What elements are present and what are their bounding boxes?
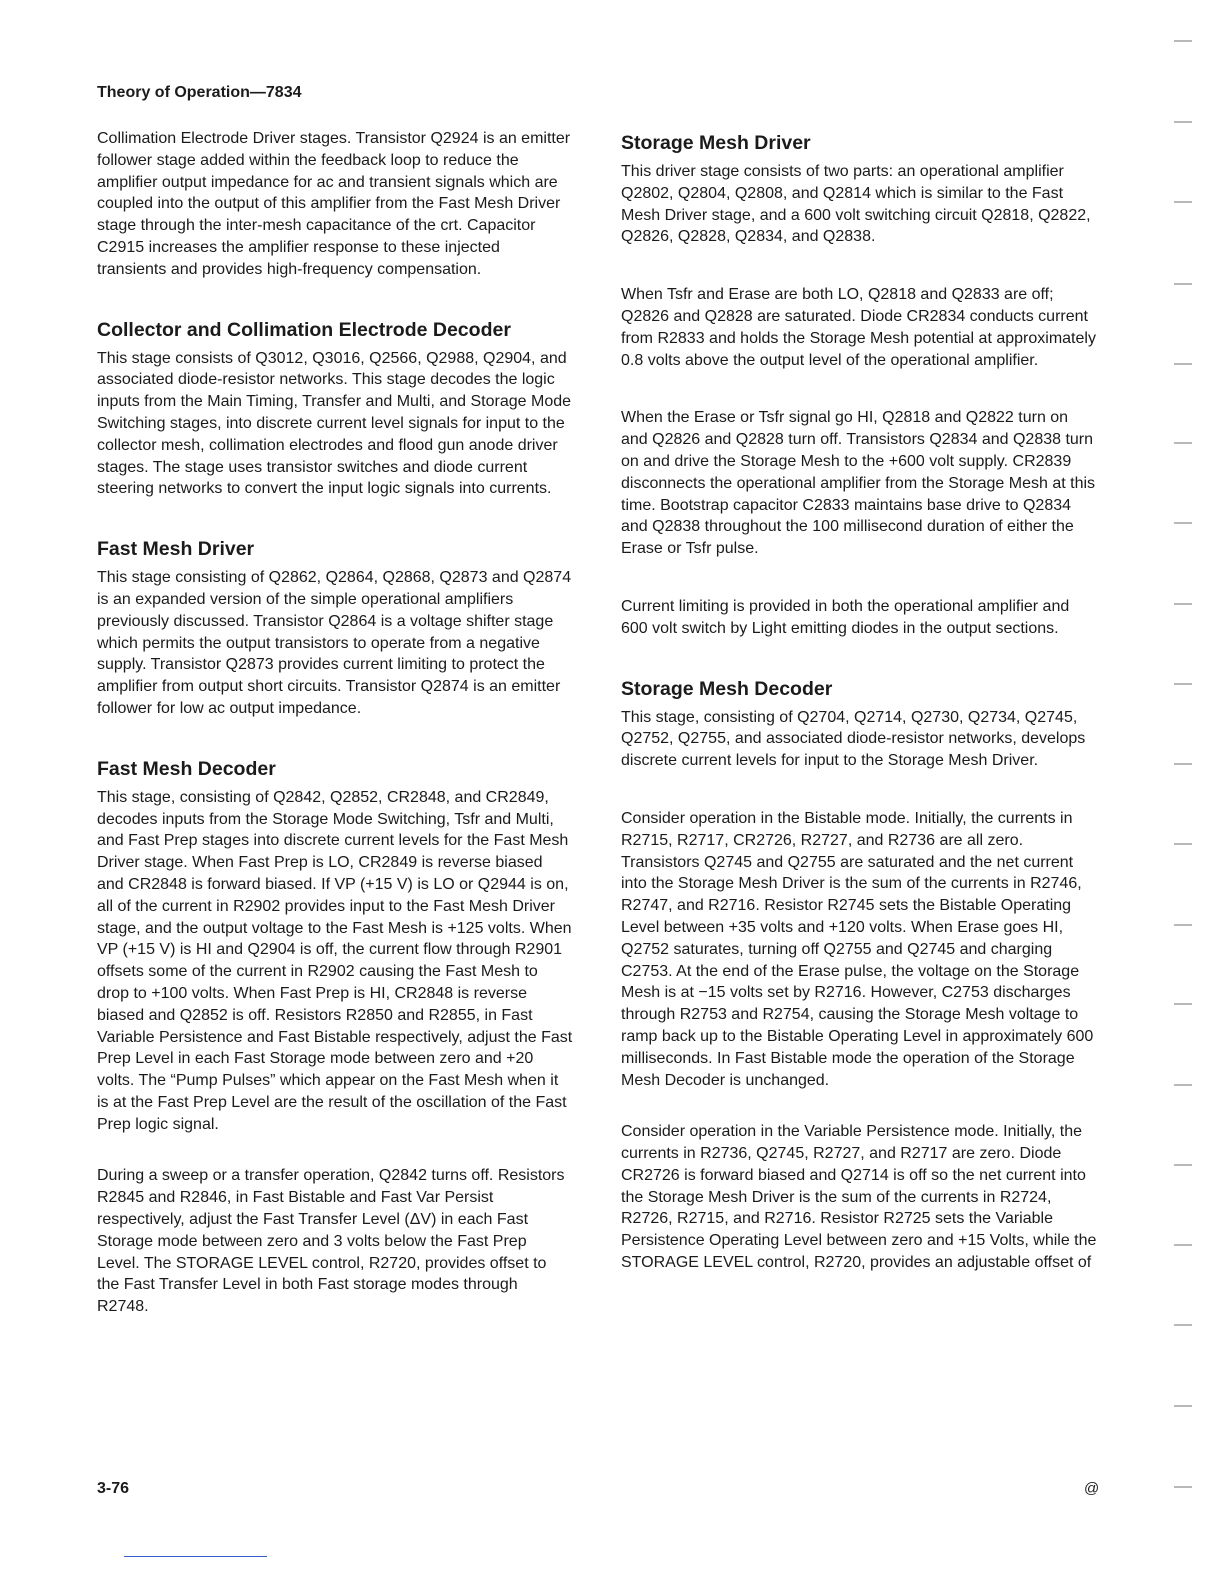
intro-paragraph: Collimation Electrode Driver stages. Transistor Q2924 is an emitter follower stage added within the feedback loop to reduce the amplifier output impedance for ac and transient signals which are coupled into the output of this amplifier from the Fast Mesh Driver stage through the inter-mesh capacitance of the crt. Capacitor C2915 increases the amplifier response to these injected transients and provides high-frequency compensation. bbox=[97, 130, 571, 278]
collector-decoder-paragraph: This stage consists of Q3012, Q3016, Q2566, Q2988, Q2904, and associated diode-resistor networks. This stage decodes the logic inputs from the Main Timing, Transfer and Multi, and Storage Mode Switching stages, into discrete current level signals for input to the collector mesh, collimation electrodes and flood gun anode driver stages. The stage uses transistor switches and diode current steering networks to convert the input logic signals into currents. bbox=[97, 349, 572, 498]
scan-tick bbox=[1174, 1324, 1192, 1326]
storage-mesh-decoder-heading: Storage Mesh Decoder bbox=[621, 677, 833, 700]
collector-decoder-heading: Collector and Collimation Electrode Decoder bbox=[97, 318, 511, 341]
scan-tick bbox=[1174, 924, 1192, 926]
right-column bbox=[621, 130, 1097, 1274]
scan-tick bbox=[1174, 1405, 1192, 1407]
scan-tick bbox=[1174, 1486, 1192, 1488]
scan-tick bbox=[1174, 1244, 1192, 1246]
scan-tick bbox=[1174, 201, 1192, 203]
scan-tick bbox=[1174, 522, 1192, 524]
storage-mesh-driver-paragraph-1: This driver stage consists of two parts: an operational amplifier Q2802, Q2804, Q2808, and Q2814 which is similar to the Fast Mesh Driver stage, and a 600 volt switching circuit Q2818, Q2822, Q2826, Q2828, Q2834, and Q2838. bbox=[621, 163, 1091, 246]
page-header: Theory of Operation—7834 bbox=[97, 84, 302, 101]
scan-tick bbox=[1174, 843, 1192, 845]
scan-tick bbox=[1174, 603, 1192, 605]
storage-mesh-driver-paragraph-4: Current limiting is provided in both the operational amplifier and 600 volt switch by Light emitting diodes in the output sections. bbox=[621, 597, 1070, 637]
scan-tick bbox=[1174, 1084, 1192, 1086]
scan-tick bbox=[1174, 1164, 1192, 1166]
left-column bbox=[97, 128, 573, 1318]
page-number: 3-76 bbox=[97, 1480, 130, 1497]
storage-mesh-driver-heading: Storage Mesh Driver bbox=[621, 132, 811, 154]
storage-mesh-decoder-paragraph-2: Consider operation in the Bistable mode. Initially, the currents in R2715, R2717, CR2726, R2727, and R2736 are all zero. Transistors Q2745 and Q2755 are saturated and the net current into the Storage Mesh Driver is the sum of the currents in R2746, R2747, and R2716. Resistor R2745 sets the Bistable Operating Level between +35 volts and +120 volts. When Erase goes HI, Q2752 saturates, turning off Q2755 and Q2745 and charging C2753. At the end of the Erase pulse, the voltage on the Storage Mesh is at −15 volts set by R2716. However, C2753 discharges through R2753 and R2754, causing the Storage Mesh voltage to ramp back up to the Bistable Operating Level in approximately 600 milliseconds. In Fast Bistable mode the operation of the Storage Mesh Decoder is unchanged. bbox=[621, 809, 1094, 1089]
scan-tick bbox=[1174, 121, 1192, 123]
scan-tick bbox=[1174, 283, 1192, 285]
fast-mesh-decoder-paragraph-2: During a sweep or a transfer operation, Q2842 turns off. Resistors R2845 and R2846, in Fast Bistable and Fast Var Persist respectively, adjust the Fast Transfer Level (ΔV) in each Fast Storage mode between zero and 3 volts below the Fast Prep Level. The STORAGE LEVEL control, R2720, provides offset to the Fast Transfer Level in both Fast storage modes through R2748. bbox=[97, 1167, 565, 1316]
footer-rule bbox=[124, 1556, 267, 1557]
storage-mesh-driver-paragraph-3: When the Erase or Tsfr signal go HI, Q2818 and Q2822 turn on and Q2826 and Q2828 turn off. Transistors Q2834 and Q2838 turn on and drive the Storage Mesh to the +600 volt supply. CR2839 disconnects the operational amplifier from the Storage Mesh at this time. Bootstrap capacitor C2833 maintains base drive to Q2834 and Q2838 throughout the 100 millisecond duration of either the Erase or Tsfr pulse. bbox=[621, 409, 1096, 558]
scan-tick bbox=[1174, 40, 1192, 42]
fast-mesh-driver-heading: Fast Mesh Driver bbox=[97, 538, 255, 561]
fast-mesh-decoder-heading: Fast Mesh Decoder bbox=[97, 757, 276, 780]
storage-mesh-decoder-paragraph-3: Consider operation in the Variable Persistence mode. Initially, the currents in R2736, Q2745, R2727, and R2717 are zero. Diode CR2726 is forward biased and Q2714 is off so the net current into the Storage Mesh Driver is the sum of the currents in R2724, R2726, R2715, and R2716. Resistor R2725 sets the Variable Persistence Operating Level between zero and +15 Volts, while the STORAGE LEVEL control, R2720, provides an adjustable offset of bbox=[621, 1123, 1097, 1272]
scan-tick bbox=[1174, 763, 1192, 765]
scan-tick bbox=[1174, 363, 1192, 365]
scan-tick bbox=[1174, 1003, 1192, 1005]
fast-mesh-decoder-paragraph-1: This stage, consisting of Q2842, Q2852, CR2848, and CR2849, decodes inputs from the Storage Mode Switching, Tsfr and Multi, and Fast Prep stages into discrete current levels for the Fast Mesh Driver stage. When Fast Prep is LO, CR2849 is reverse biased and CR2848 is forward biased. If VP (+15 V) is LO or Q2944 is on, all of the current in R2902 provides input to the Fast Mesh Driver stage, and the output voltage to the Fast Mesh is +125 volts. When VP (+15 V) is HI and Q2904 is off, the current flow through R2901 offsets some of the current in R2902 causing the Fast Mesh to drop to +100 volts. When Fast Prep is HI, CR2848 is reverse biased and Q2852 is off. Resistors R2850 and R2855, in Fast Variable Persistence and Fast Bistable respectively, adjust the Fast Prep Level in each Fast Storage mode between zero and +20 volts. The “Pump Pulses” which appear on the Fast Mesh when it is at the Fast Prep Level are the result of the oscillation of the Fast Prep logic signal. bbox=[97, 788, 573, 1133]
fast-mesh-driver-paragraph: This stage consisting of Q2862, Q2864, Q2868, Q2873 and Q2874 is an expanded version of the simple operational amplifiers previously discussed. Transistor Q2864 is a voltage shifter stage which permits the output transistors to operate from a negative supply. Transistor Q2873 provides current limiting to protect the amplifier from output short circuits. Transistor Q2874 is an emitter follower for low ac output impedance. bbox=[97, 569, 572, 717]
scan-tick bbox=[1174, 442, 1192, 444]
storage-mesh-driver-paragraph-2: When Tsfr and Erase are both LO, Q2818 and Q2833 are off; Q2826 and Q2828 are saturated. Diode CR2834 conducts current from R2833 and holds the Storage Mesh potential at approximately 0.8 volts above the output level of the operational amplifier. bbox=[621, 286, 1096, 369]
scan-tick bbox=[1174, 683, 1192, 685]
copyright-mark: @ bbox=[1084, 1480, 1100, 1497]
storage-mesh-decoder-paragraph-1: This stage, consisting of Q2704, Q2714, Q2730, Q2734, Q2745, Q2752, Q2755, and associated diode-resistor networks, develops discrete current levels for input to the Storage Mesh Driver. bbox=[621, 708, 1086, 770]
